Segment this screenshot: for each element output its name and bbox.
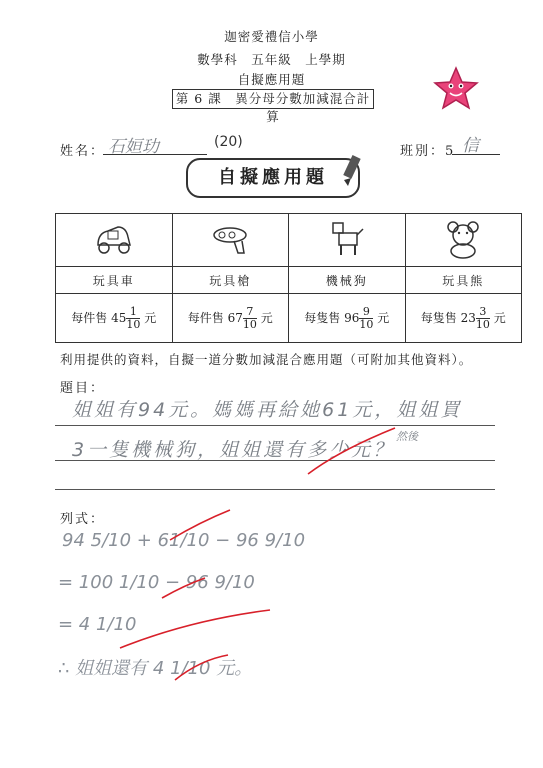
section-banner: 自擬應用題 bbox=[186, 158, 360, 198]
toy-price bbox=[56, 294, 173, 343]
toy-icon-cell bbox=[56, 214, 173, 267]
school-name: 迦密愛禮信小學 bbox=[224, 29, 319, 44]
fraction-numerator: 1 bbox=[126, 306, 140, 319]
price-prefix: 每隻售 bbox=[420, 310, 457, 325]
answer-rule bbox=[55, 425, 495, 426]
working-label: 列式： bbox=[60, 512, 106, 527]
class-value: 信 bbox=[462, 136, 479, 156]
question-line-2: 3一隻機械狗，姐姐還有多少元？ bbox=[72, 439, 396, 461]
working-conclusion: ∴ 姐姐還有 4 1/10 元。 bbox=[58, 658, 253, 679]
toy-name: 機械狗 bbox=[289, 267, 406, 294]
price-whole: 23 bbox=[460, 310, 476, 325]
answer-rule bbox=[55, 460, 495, 461]
fraction-denominator: 10 bbox=[359, 317, 374, 331]
price-whole: 45 bbox=[111, 310, 127, 325]
teddy-bear-icon bbox=[441, 219, 485, 259]
star-sticker-icon bbox=[433, 66, 479, 110]
pencil-icon bbox=[338, 154, 366, 188]
price-prefix: 每隻售 bbox=[304, 310, 341, 325]
price-whole: 67 bbox=[227, 310, 243, 325]
student-name: 石姮玏 bbox=[108, 137, 159, 157]
price-unit: 元 bbox=[144, 310, 157, 325]
toy-price bbox=[172, 294, 289, 343]
price-fraction bbox=[476, 306, 490, 331]
toy-icon-cell bbox=[172, 214, 289, 267]
toy-gun-icon bbox=[208, 221, 252, 257]
toys-price-table bbox=[55, 213, 522, 343]
working-line-3: = 4 1/10 bbox=[58, 614, 137, 635]
correction-note: 然後 bbox=[396, 430, 418, 443]
toy-icon-cell bbox=[405, 214, 522, 267]
fraction-numerator: 7 bbox=[243, 306, 257, 319]
fraction-numerator: 9 bbox=[359, 306, 373, 319]
toy-icon-cell bbox=[289, 214, 406, 267]
working-line-2: = 100 1/10 − 96 9/10 bbox=[58, 572, 255, 593]
fraction-denominator: 10 bbox=[126, 317, 141, 331]
toy-name: 玩具槍 bbox=[172, 267, 289, 294]
price-fraction bbox=[243, 306, 257, 331]
price-prefix: 每件售 bbox=[187, 310, 224, 325]
robot-dog-icon bbox=[325, 219, 369, 259]
price-whole: 96 bbox=[344, 310, 360, 325]
class-label: 班別：5 bbox=[400, 144, 456, 159]
question-line-1: 姐姐有94元。媽媽再給她61元，姐姐買 bbox=[72, 399, 463, 421]
toy-price bbox=[289, 294, 406, 343]
fraction-numerator: 3 bbox=[476, 306, 490, 319]
price-fraction bbox=[126, 306, 140, 331]
name-label: 姓名： bbox=[60, 144, 106, 159]
subject-line: 數學科 五年級 上學期 bbox=[197, 52, 346, 67]
instruction-text: 利用提供的資料，自擬一道分數加減混合應用題（可附加其他資料）。 bbox=[60, 352, 473, 367]
answer-rule bbox=[55, 489, 495, 490]
worksheet-title: 自擬應用題 bbox=[237, 72, 306, 87]
toy-name: 玩具熊 bbox=[405, 267, 522, 294]
price-fraction bbox=[359, 306, 373, 331]
fraction-denominator: 10 bbox=[242, 317, 257, 331]
toy-car-icon bbox=[92, 221, 136, 257]
toy-price bbox=[405, 294, 522, 343]
student-number: (20) bbox=[214, 134, 243, 150]
price-unit: 元 bbox=[377, 310, 390, 325]
question-label: 題目： bbox=[60, 381, 106, 396]
working-line-1: 94 5/10 + 61/10 − 96 9/10 bbox=[62, 530, 306, 551]
toy-name: 玩具車 bbox=[56, 267, 173, 294]
fraction-denominator: 10 bbox=[475, 317, 490, 331]
price-unit: 元 bbox=[493, 310, 506, 325]
price-unit: 元 bbox=[260, 310, 273, 325]
lesson-title: 第 6 課 異分母分數加減混合計算 bbox=[172, 89, 374, 109]
price-prefix: 每件售 bbox=[71, 310, 108, 325]
